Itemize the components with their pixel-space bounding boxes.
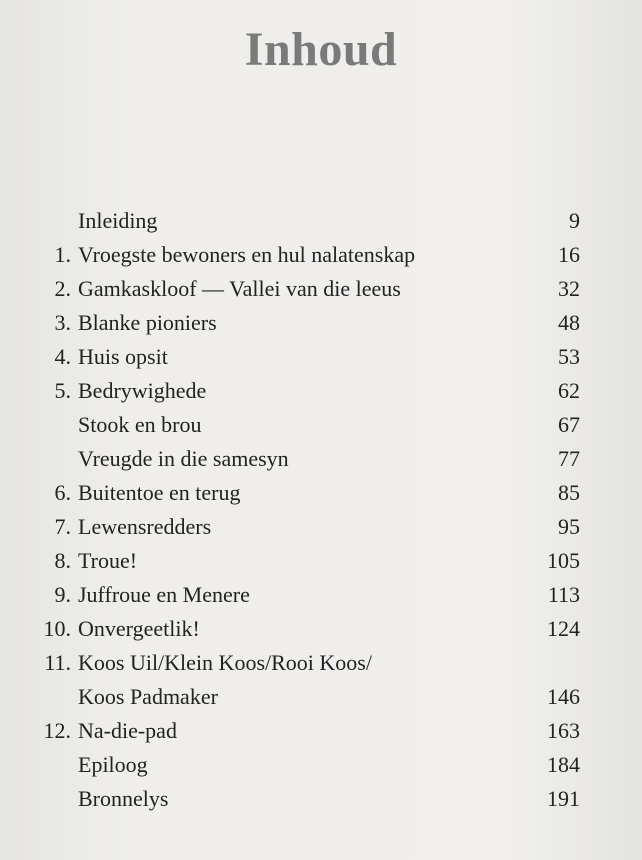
page-title: Inhoud <box>244 23 398 76</box>
page-number: 62 <box>558 378 580 403</box>
chapter-title: Huis opsit <box>78 344 168 369</box>
toc-entry <box>0 238 642 272</box>
chapter-title: Troue! <box>78 548 138 573</box>
toc-entry <box>0 612 642 646</box>
chapter-number: 7. <box>54 514 71 539</box>
toc-entry <box>0 442 642 476</box>
chapter-title: Koos Uil/Klein Koos/Rooi Koos/ <box>78 650 372 675</box>
page-number: 146 <box>547 684 580 709</box>
chapter-title: Inleiding <box>78 208 158 233</box>
page-number: 85 <box>558 480 580 505</box>
toc-entry <box>0 544 642 578</box>
toc-entry <box>0 646 642 680</box>
page-number: 184 <box>547 752 580 777</box>
chapter-title: Vreugde in die samesyn <box>78 446 289 471</box>
page-number: 53 <box>558 344 580 369</box>
chapter-number: 8. <box>54 548 71 573</box>
chapter-title: Koos Padmaker <box>78 684 218 709</box>
chapter-number: 10. <box>43 616 71 641</box>
chapter-number: 12. <box>43 718 71 743</box>
page-number: 113 <box>547 582 580 607</box>
table-of-contents <box>0 204 642 816</box>
chapter-title: Bedrywighede <box>78 378 207 403</box>
chapter-title: Vroegste bewoners en hul nalatenskap <box>78 242 416 267</box>
chapter-number: 3. <box>54 310 71 335</box>
toc-entry <box>0 680 642 714</box>
toc-entry <box>0 782 642 816</box>
page-number: 9 <box>569 208 580 233</box>
chapter-number: 4. <box>54 344 71 369</box>
chapter-title: Lewensredders <box>78 514 212 539</box>
chapter-title: Gamkaskloof — Vallei van die leeus <box>78 276 401 301</box>
chapter-number: 1. <box>54 242 71 267</box>
page-number: 77 <box>558 446 580 471</box>
toc-entry <box>0 340 642 374</box>
chapter-number: 11. <box>44 650 71 675</box>
chapter-title: Bronnelys <box>78 786 169 811</box>
chapter-number: 2. <box>54 276 71 301</box>
chapter-title: Na-die-pad <box>78 718 177 743</box>
page-number: 48 <box>558 310 580 335</box>
chapter-title: Juffroue en Menere <box>78 582 250 607</box>
page-number: 67 <box>558 412 580 437</box>
toc-entry <box>0 748 642 782</box>
chapter-title: Buitentoe en terug <box>78 480 241 505</box>
toc-entry <box>0 510 642 544</box>
toc-entry <box>0 476 642 510</box>
chapter-title: Onvergeetlik! <box>78 616 200 641</box>
page-number: 105 <box>547 548 580 573</box>
toc-entry <box>0 204 642 238</box>
chapter-number: 9. <box>54 582 71 607</box>
toc-entry <box>0 714 642 748</box>
page-number: 191 <box>547 786 580 811</box>
page-number: 32 <box>558 276 580 301</box>
toc-entry <box>0 272 642 306</box>
chapter-title: Stook en brou <box>78 412 202 437</box>
toc-entry <box>0 306 642 340</box>
chapter-title: Blanke pioniers <box>78 310 217 335</box>
toc-entry <box>0 408 642 442</box>
toc-entry <box>0 578 642 612</box>
page-number: 95 <box>558 514 580 539</box>
chapter-title: Epiloog <box>78 752 148 777</box>
chapter-number: 6. <box>54 480 71 505</box>
toc-entry <box>0 374 642 408</box>
page-number: 16 <box>558 242 580 267</box>
chapter-number: 5. <box>54 378 71 403</box>
page-number: 124 <box>547 616 580 641</box>
page-number: 163 <box>547 718 580 743</box>
